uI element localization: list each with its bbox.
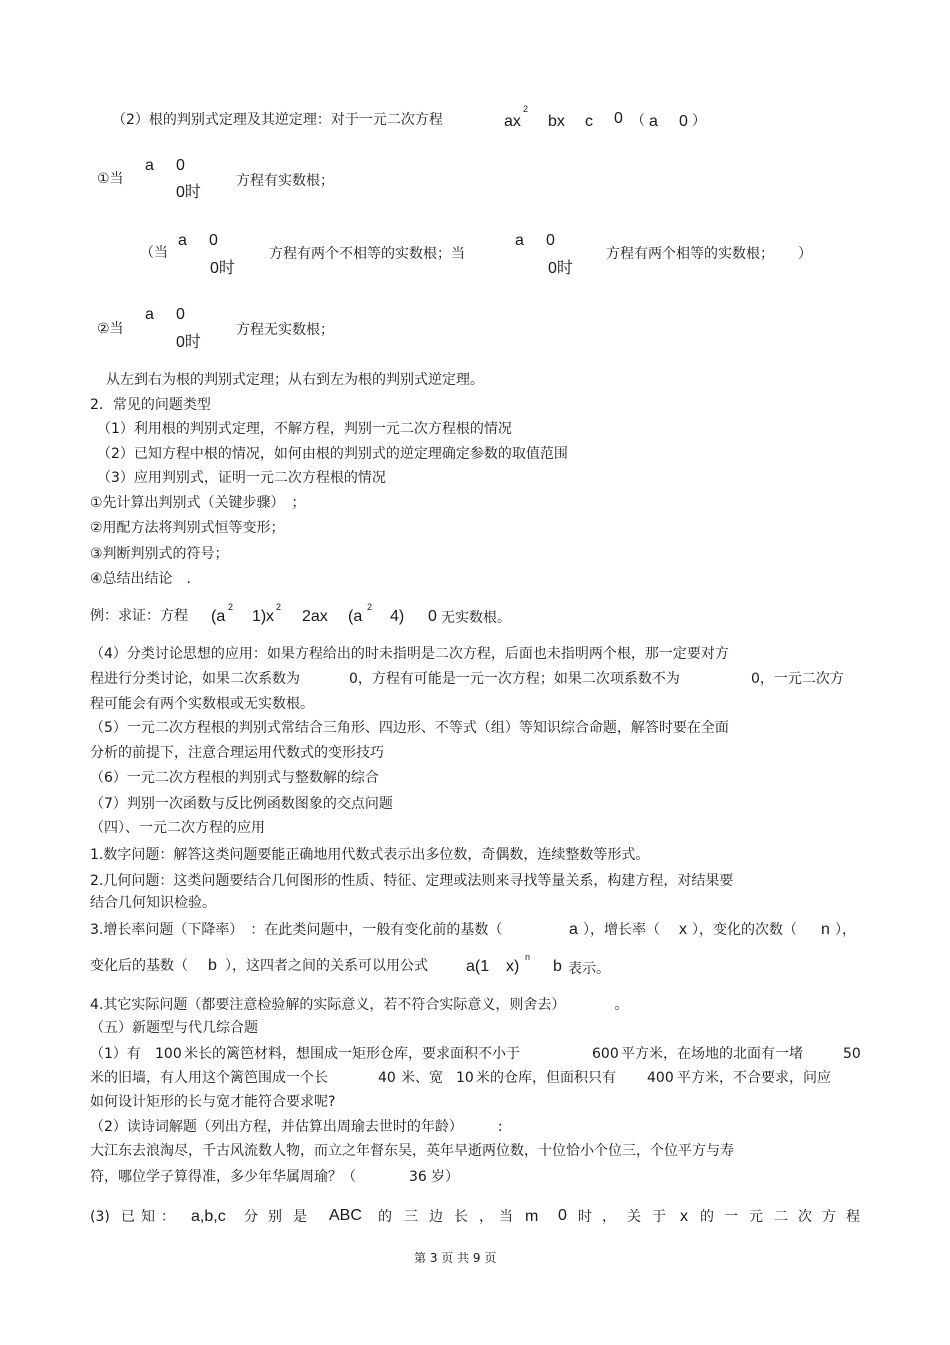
text-line: 平方米，在场地的北面有一堵: [621, 1046, 803, 1062]
text-char: ，: [479, 1209, 493, 1225]
text-line: 程可能会有两个实数根或无实数根。: [90, 696, 314, 712]
math-ax: ax: [504, 113, 521, 130]
text-line: 岁）: [431, 1169, 459, 1185]
text-char: ，: [602, 1209, 616, 1225]
text-line: ），变化的次数（: [692, 922, 797, 938]
text-line: 变化后的基数（: [90, 958, 188, 974]
math-a: a: [515, 232, 524, 249]
math-one: 1): [252, 608, 267, 625]
text-char: 的: [378, 1209, 392, 1225]
math-zero: 0: [614, 110, 623, 127]
case-text: 方程有实数根；: [236, 173, 334, 189]
math-zero: 0: [428, 608, 437, 625]
text-line: 结合几何知识检验。: [90, 895, 216, 911]
text-line: ），: [835, 922, 856, 938]
text-line: 分析的前提下，注意合理运用代数式的变形技巧: [90, 745, 384, 761]
example-label: 例：求证：方程: [90, 608, 188, 624]
text-char: 于: [652, 1209, 666, 1225]
math-ABC: ABC: [329, 1207, 362, 1224]
text-line: 4.其它实际问题（都要注意检验解的实际意义，若不符合实际意义，则舍去） 。: [90, 997, 629, 1013]
math-exponent: 2: [367, 602, 373, 612]
text-line: 3.增长率问题（下降率） ：在此类问题中，一般有变化前的基数（: [90, 922, 503, 938]
text-line: （2）读诗词解题（列出方程，并估算出周瑜去世时的年龄） :: [90, 1119, 503, 1135]
text-char: 长: [454, 1209, 468, 1225]
math-b: b: [553, 958, 562, 975]
math-when: 0时: [548, 260, 573, 277]
text-char: 知: [141, 1209, 155, 1225]
math-zero: 0: [558, 1207, 567, 1224]
math-when: 0时: [210, 260, 235, 277]
text-char: 程: [846, 1209, 860, 1225]
text-line: 0，一元二次方: [751, 671, 844, 687]
math-paren-a: (a: [211, 608, 226, 625]
sub-open: （当: [140, 245, 168, 261]
text-line: ②用配方法将判别式恒等变形；: [90, 520, 285, 536]
text-line: 米长的篱笆材料，想围成一矩形仓库，要求面积不小于: [184, 1046, 520, 1062]
math-a: a: [145, 306, 154, 323]
math-exponent: 2: [228, 602, 234, 612]
math-n: n: [821, 921, 830, 938]
math-when: 0时: [176, 334, 201, 351]
math-formula-x: x): [506, 958, 520, 975]
text-line: 符，哪位学子算得准，多少年华属周瑜？（: [90, 1169, 356, 1185]
example-tail: 无实数根。: [441, 610, 511, 626]
text-line: （1）有: [90, 1046, 141, 1062]
theorem-lead: （2）根的判别式定理及其逆定理：对于一元二次方程: [112, 112, 443, 128]
math-exponent: 2: [276, 602, 282, 612]
text-char: 元: [749, 1209, 763, 1225]
math-2ax: 2ax: [302, 608, 328, 625]
text-char: 边: [429, 1209, 443, 1225]
math-zero: 0: [679, 113, 688, 130]
text-line: （3）应用判别式，证明一元二次方程根的情况: [97, 470, 386, 486]
math-exponent: 2: [523, 104, 529, 114]
text-char: 当: [499, 1209, 513, 1225]
text-char: ：: [161, 1209, 175, 1225]
text-char: 时: [578, 1209, 592, 1225]
math-a: a: [649, 113, 658, 130]
math-formula: a(1: [466, 958, 490, 975]
text-line: 如何设计矩形的长与宽才能符合要求呢?: [90, 1094, 336, 1110]
math-bx: bx: [548, 113, 565, 130]
math-a: a: [145, 157, 154, 174]
case-label: ②当: [97, 321, 124, 337]
number: 600: [592, 1046, 619, 1062]
text-line: （4）分类讨论思想的应用：如果方程给出的时未指明是二次方程，后面也未指明两个根，那一定要对方: [90, 646, 729, 662]
math-x: x: [679, 921, 687, 938]
text-char: 别: [268, 1209, 282, 1225]
text-line: ），这四者之间的关系可以用公式: [225, 958, 428, 974]
text-line: 从左到右为根的判别式定理；从右到左为根的判别式逆定理。: [106, 372, 484, 388]
text-line: （5）一元二次方程根的判别式常结合三角形、四边形、不等式（组）等知识综合命题，解答时要在全面: [90, 720, 729, 736]
text-line: 0，方程有可能是一元一次方程；如果二次项系数不为: [349, 671, 680, 687]
math-zero: 0: [546, 232, 555, 249]
text-line: ），增长率（: [583, 922, 660, 938]
math-zero: 0: [209, 232, 218, 249]
math-a: a: [178, 232, 187, 249]
math-b: b: [208, 957, 217, 974]
section-heading: （五）新题型与代几综合题: [90, 1020, 258, 1036]
math-x: x: [680, 1208, 688, 1225]
sub-close: ）: [798, 246, 812, 262]
number: 10: [456, 1070, 474, 1086]
math-a: a: [569, 921, 578, 938]
math-zero: 0: [176, 306, 185, 323]
text-line: （7）判别一次函数与反比例函数图象的交点问题: [90, 796, 393, 812]
math-exponent: n: [525, 952, 531, 962]
case-label: ①当: [97, 171, 124, 187]
text-char: 分: [244, 1209, 258, 1225]
text-line: 2.几何问题：这类问题要结合几何图形的性质、特征、定理或法则来寻找等量关系，构建方程，对结果要: [90, 873, 734, 889]
text-line: （2）已知方程中根的情况，如何由根的判别式的逆定理确定参数的取值范围: [97, 446, 568, 462]
text-char: 是: [293, 1209, 307, 1225]
text-line: （1）利用根的判别式定理，不解方程，判别一元二次方程根的情况: [97, 421, 512, 437]
number: 400: [647, 1070, 674, 1086]
text-char: (3): [90, 1209, 110, 1225]
math-paren-a: (a: [348, 608, 363, 625]
text-line: 平方米，不合要求，问应: [677, 1070, 831, 1086]
text-line: 1.数字问题：解答这类问题要能正确地用代数式表示出多位数，奇偶数，连续整数等形式。: [90, 847, 650, 863]
number: 36: [409, 1169, 427, 1185]
math-c: c: [585, 113, 593, 130]
section-heading: 2．常见的问题类型: [90, 397, 211, 413]
text-line: ①先计算出判别式（关键步骤） ；: [90, 495, 306, 511]
sub-text: 方程有两个相等的实数根；: [606, 246, 774, 262]
text-line: （6）一元二次方程根的判别式与整数解的综合: [90, 770, 379, 786]
number: 40: [378, 1070, 396, 1086]
sub-text: 方程有两个不相等的实数根；当: [269, 246, 465, 262]
math-when: 0时: [176, 184, 201, 201]
paren-close: ）: [692, 113, 706, 129]
text-char: 次: [798, 1209, 812, 1225]
text-line: 程进行分类讨论，如果二次系数为: [90, 671, 300, 687]
math-abc: a,b,c: [191, 1208, 226, 1225]
math-four: 4): [390, 608, 405, 625]
text-line: 大江东去浪淘尽，千古风流数人物，而立之年督东吴，英年早逝两位数，十位恰小个位三，个位平方与寿: [90, 1143, 734, 1159]
number: 50: [843, 1046, 861, 1062]
math-m: m: [525, 1208, 539, 1225]
text-char: 方: [822, 1209, 836, 1225]
number: 100: [155, 1046, 182, 1062]
text-line: 表示。: [568, 961, 610, 977]
text-char: 已: [121, 1209, 135, 1225]
text-line: ③判断判别式的符号；: [90, 546, 229, 562]
text-char: 的: [700, 1209, 714, 1225]
paren-open: （: [631, 113, 645, 129]
text-char: 关: [627, 1209, 641, 1225]
case-text: 方程无实数根；: [236, 322, 334, 338]
section-heading: （四）、一元二次方程的应用: [90, 820, 265, 836]
math-x: x: [266, 608, 274, 625]
text-char: 三: [404, 1209, 418, 1225]
math-zero: 0: [176, 157, 185, 174]
text-char: 一: [724, 1209, 738, 1225]
text-line: 米、宽: [401, 1070, 443, 1086]
page-footer: 第 3 页 共 9 页: [414, 1251, 497, 1265]
text-char: 二: [774, 1209, 788, 1225]
text-line: 米的旧墙，有人用这个篱笆围成一个长: [90, 1070, 328, 1086]
text-line: ④总结出结论 .: [90, 571, 192, 587]
text-line: 米的仓库，但面积只有: [476, 1070, 616, 1086]
